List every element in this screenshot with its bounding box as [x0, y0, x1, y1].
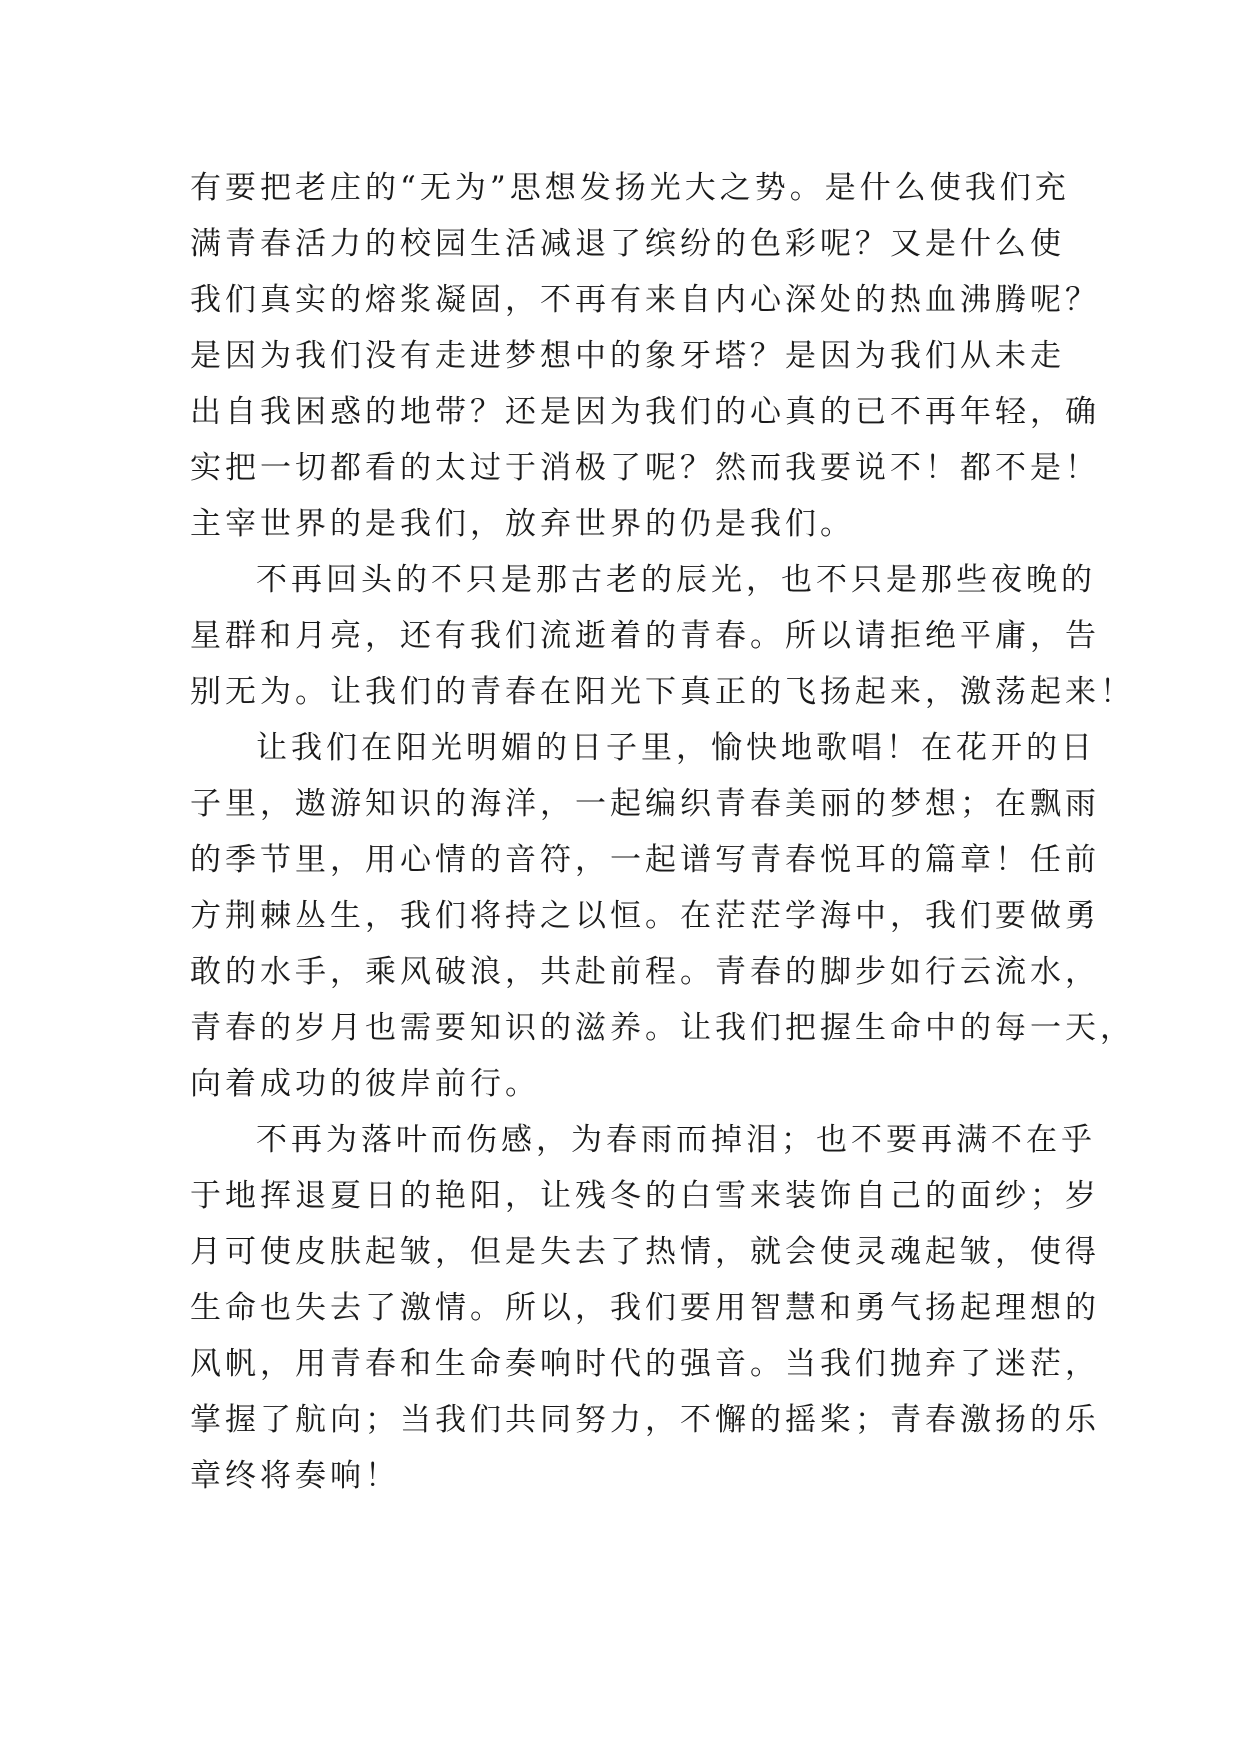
text-line: 月可使皮肤起皱，但是失去了热情，就会使灵魂起皱，使得	[190, 1234, 1100, 1270]
text-line: 掌握了航向；当我们共同努力，不懈的摇桨；青春激扬的乐	[190, 1402, 1100, 1438]
text-line: 别无为。让我们的青春在阳光下真正的飞扬起来，激荡起来！	[190, 674, 1135, 710]
text-line: 满青春活力的校园生活减退了缤纷的色彩呢？又是什么使	[190, 226, 1065, 262]
paragraph-1	[190, 160, 1100, 552]
text-line: 出自我困惑的地带？还是因为我们的心真的已不再年轻，确	[190, 394, 1100, 430]
text-line: 敢的水手，乘风破浪，共赴前程。青春的脚步如行云流水，	[190, 954, 1100, 990]
text-line: 星群和月亮，还有我们流逝着的青春。所以请拒绝平庸，告	[190, 618, 1100, 654]
text-line: 向着成功的彼岸前行。	[190, 1066, 540, 1102]
paragraph-4	[190, 1112, 1100, 1504]
text-line: 生命也失去了激情。所以，我们要用智慧和勇气扬起理想的	[190, 1290, 1100, 1326]
text-line: 于地挥退夏日的艳阳，让残冬的白雪来装饰自己的面纱；岁	[190, 1178, 1100, 1214]
paragraph-2	[190, 552, 1135, 720]
text-line: 主宰世界的是我们，放弃世界的仍是我们。	[190, 506, 855, 542]
text-line: 让我们在阳光明媚的日子里，愉快地歌唱！在花开的日	[256, 730, 1096, 766]
text-line: 有要把老庄的“无为”思想发扬光大之势。是什么使我们充	[190, 170, 1070, 206]
text-line: 不再回头的不只是那古老的辰光，也不只是那些夜晚的	[256, 562, 1096, 598]
text-line: 实把一切都看的太过于消极了呢？然而我要说不！都不是！	[190, 450, 1100, 486]
text-line: 我们真实的熔浆凝固，不再有来自内心深处的热血沸腾呢？	[190, 282, 1100, 318]
document-body	[190, 160, 1135, 1504]
text-line: 方荆棘丛生，我们将持之以恒。在茫茫学海中，我们要做勇	[190, 898, 1100, 934]
text-line: 不再为落叶而伤感，为春雨而掉泪；也不要再满不在乎	[256, 1122, 1096, 1158]
text-line: 的季节里，用心情的音符，一起谱写青春悦耳的篇章！任前	[190, 842, 1100, 878]
text-line: 章终将奏响！	[190, 1458, 400, 1494]
text-line: 青春的岁月也需要知识的滋养。让我们把握生命中的每一天，	[190, 1010, 1135, 1046]
text-line: 是因为我们没有走进梦想中的象牙塔？是因为我们从未走	[190, 338, 1065, 374]
text-line: 风帆，用青春和生命奏响时代的强音。当我们抛弃了迷茫，	[190, 1346, 1100, 1382]
paragraph-3	[190, 720, 1135, 1112]
text-line: 子里，遨游知识的海洋，一起编织青春美丽的梦想；在飘雨	[190, 786, 1100, 822]
